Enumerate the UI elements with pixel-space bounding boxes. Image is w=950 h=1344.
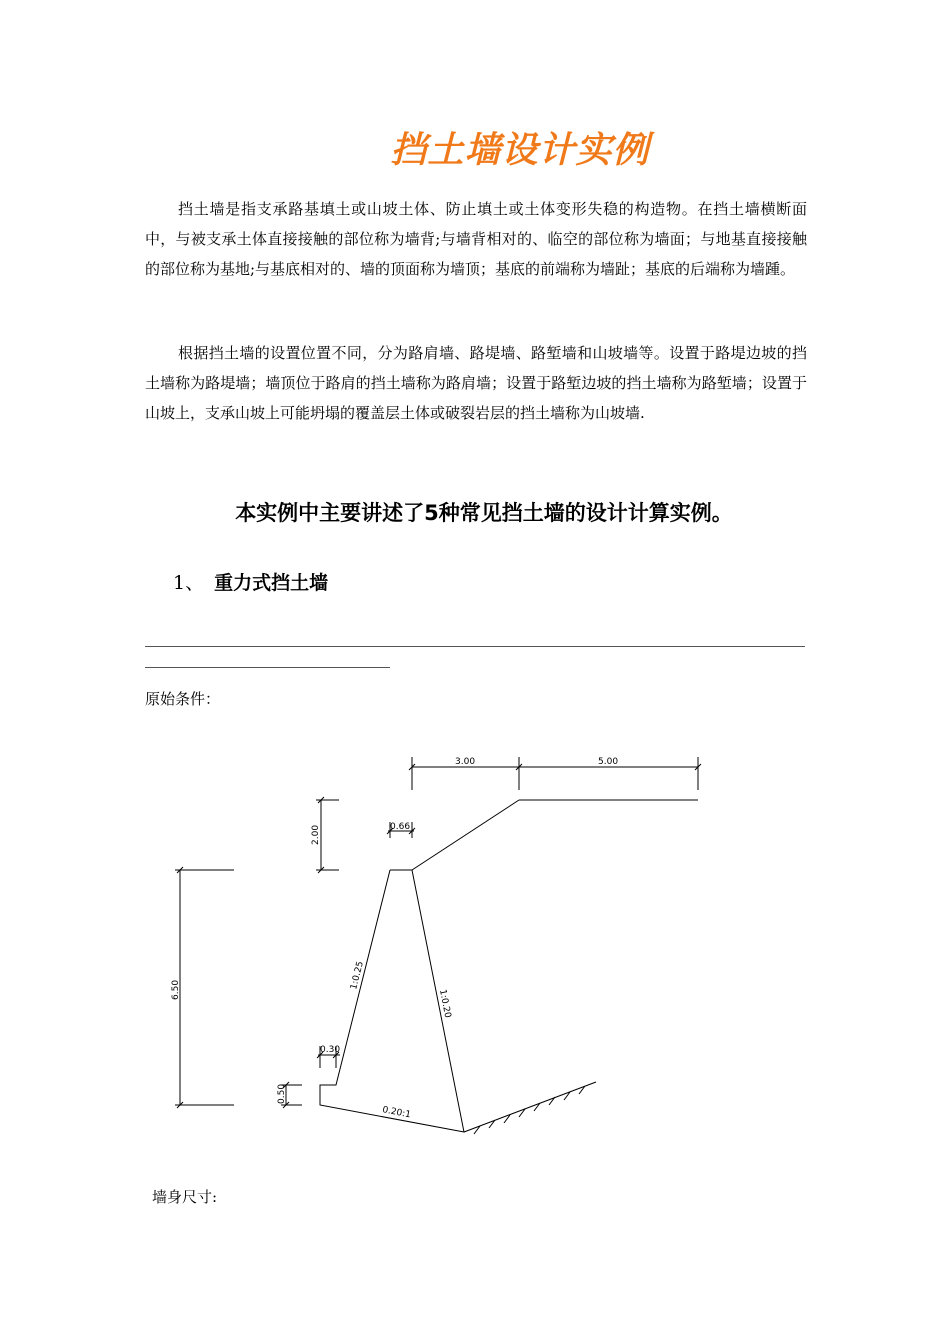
backfill-slope [412,800,519,870]
dim-label-top-left: 3.00 [455,757,476,767]
section-title: 重力式挡土墙 [214,572,329,594]
intro-paragraph-1: 挡土墙是指支承路基填土或山坡土体、防止填土或土体变形失稳的构造物。在挡土墙横断面中，与被支承土体直接接触的部位称为墙背;与墙背相对的、临空的部位称为墙面；与地基直接接触的部位称为基地;与基底相对的、墙的顶面称为墙顶；基底的前端称为墙趾；基底的后端称为墙踵。 [145,200,807,278]
dim-label-top-right: 5.00 [598,757,619,767]
document-subtitle: 本实例中主要讲述了5种常见挡土墙的设计计算实例。 [235,501,733,525]
dim-label-top-width: 0.66 [390,822,411,832]
slope-label-base: 0.20:1 [381,1105,412,1121]
ground-hatch [474,1086,585,1134]
document-title: 挡土墙设计实例 [390,130,650,171]
ground-line [464,1082,596,1132]
wall-size-label: 墙身尺寸: [152,1188,218,1206]
dim-label-fill-height: 2.00 [311,824,321,845]
dim-label-toe-width: 0.30 [320,1045,341,1055]
dim-label-wall-height: 6.50 [171,979,181,1000]
slope-label-face: 1:0.25 [349,960,366,991]
dim-label-toe-height: 0.50 [277,1083,287,1104]
original-conditions-label: 原始条件： [145,690,221,708]
intro-paragraph-2: 根据挡土墙的设置位置不同，分为路肩墙、路堤墙、路堑墙和山坡墙等。设置于路堤边坡的挡土墙称为路堤墙；墙顶位于路肩的挡土墙称为路肩墙；设置于路堑边坡的挡土墙称为路堑墙；设置于山坡上，支承山坡上可能坍塌的覆盖层土体或破裂岩层的挡土墙称为山坡墙. [145,344,807,422]
slope-label-back: 1:0.20 [437,988,453,1019]
section-number: 1、 [173,572,205,594]
